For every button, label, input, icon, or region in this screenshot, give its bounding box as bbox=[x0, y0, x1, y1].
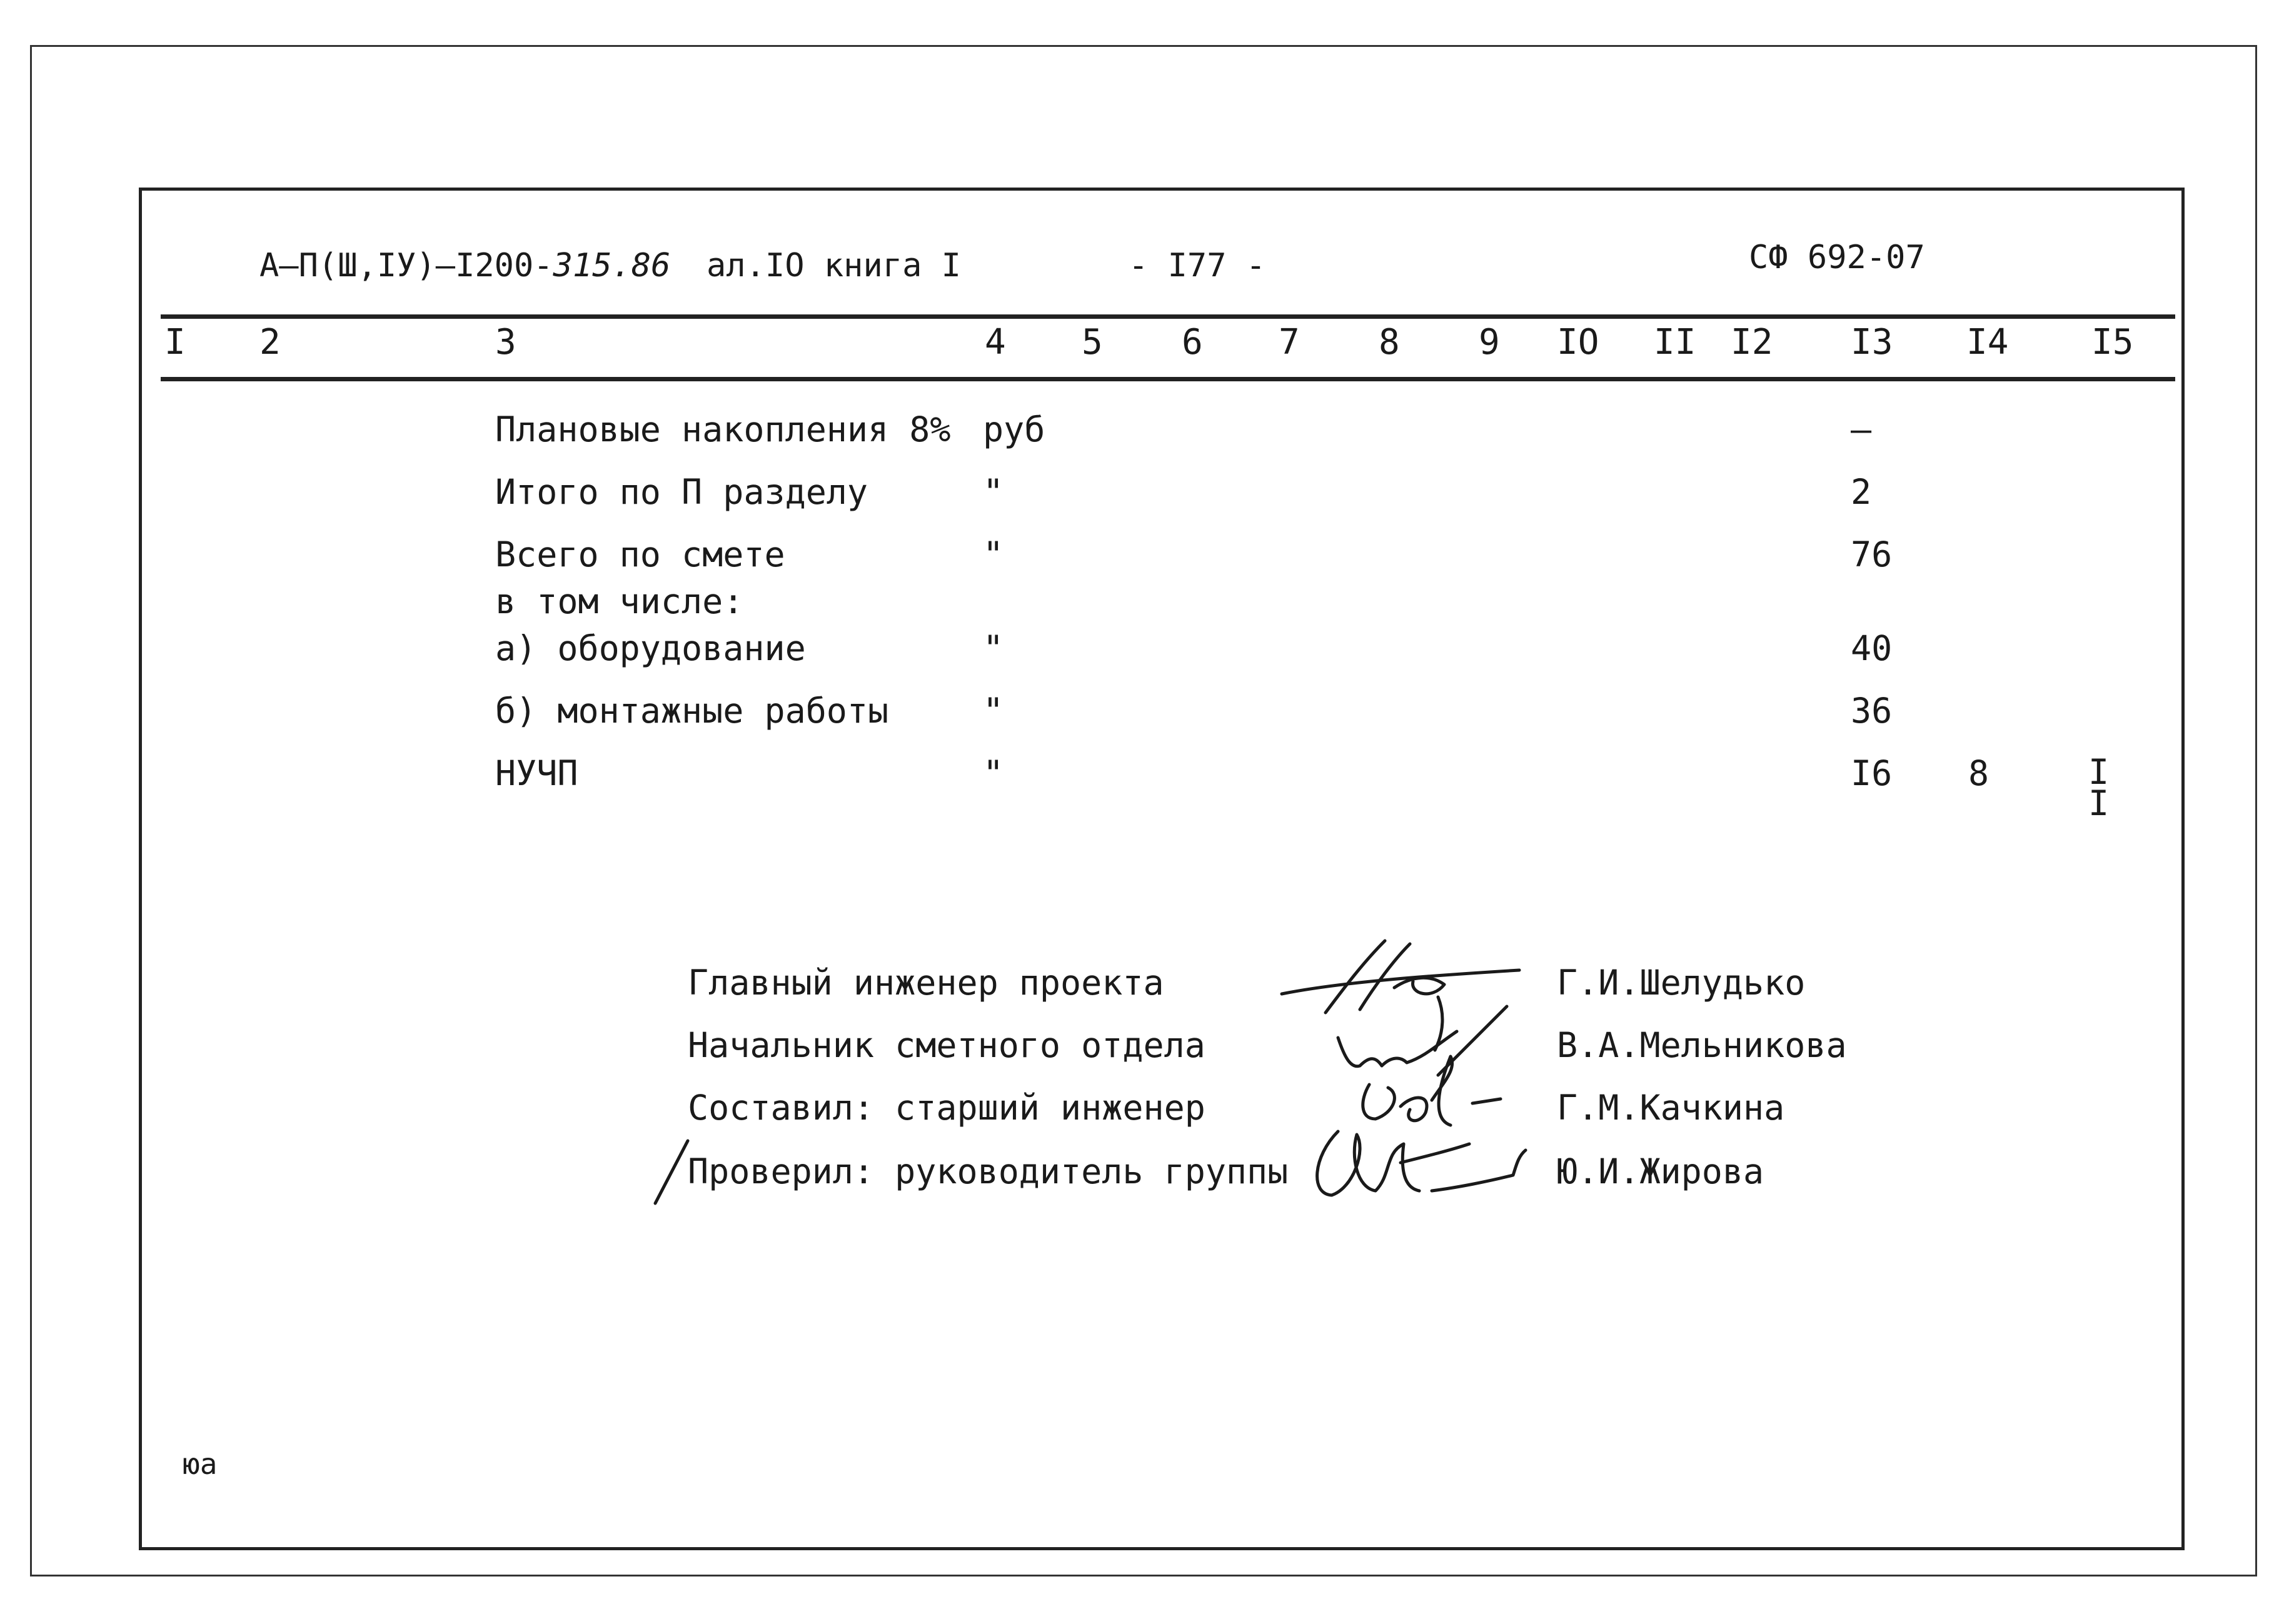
column-number: I5 bbox=[2091, 322, 2134, 363]
signature-role: Составил: старший инженер bbox=[688, 1088, 1205, 1128]
signature-3-stroke bbox=[1363, 1056, 1452, 1125]
row-name: Итого по П разделу bbox=[495, 472, 868, 512]
column-number: IO bbox=[1557, 322, 1599, 363]
sheet-code: СФ 692-07 bbox=[1749, 239, 1925, 276]
signature-1-stroke bbox=[1282, 970, 1519, 994]
row-name: НУЧП bbox=[495, 753, 578, 793]
signature-name: В.А.Мельникова bbox=[1557, 1025, 1847, 1065]
row-value-col15-top: I bbox=[2088, 752, 2110, 792]
column-number: I2 bbox=[1731, 322, 1773, 363]
column-number: I4 bbox=[1966, 322, 2009, 363]
column-number: 3 bbox=[495, 322, 516, 363]
signature-name: Ю.И.Жирова bbox=[1557, 1151, 1764, 1191]
column-number: I3 bbox=[1851, 322, 1893, 363]
column-number: 9 bbox=[1479, 322, 1500, 363]
row-name: Плановые накопления 8% bbox=[495, 409, 951, 449]
column-number: I bbox=[164, 322, 186, 363]
row-unit: " bbox=[983, 628, 1004, 668]
column-number: 2 bbox=[259, 322, 281, 363]
row-value-col13: 2 bbox=[1851, 472, 1872, 512]
signature-role: Главный инженер проекта bbox=[688, 963, 1164, 1003]
row-value-col13: – bbox=[1851, 409, 1872, 449]
signature-4-stroke bbox=[1317, 1131, 1469, 1195]
row-value-col13: I6 bbox=[1851, 753, 1893, 793]
check-slash-mark bbox=[655, 1141, 688, 1203]
column-number: II bbox=[1654, 322, 1696, 363]
row-value-col13: 40 bbox=[1851, 628, 1893, 668]
signature-1-loops bbox=[1326, 941, 1444, 1013]
row-unit: руб bbox=[983, 409, 1045, 449]
page-number: - I77 - bbox=[1129, 247, 1266, 284]
row-value-col13: 76 bbox=[1851, 534, 1893, 574]
row-unit: " bbox=[983, 691, 1004, 731]
column-number: 7 bbox=[1279, 322, 1300, 363]
signature-role: Начальник сметного отдела bbox=[688, 1025, 1205, 1065]
row-name: в том числе: bbox=[495, 581, 744, 621]
signature-name: Г.И.Шелудько bbox=[1557, 963, 1806, 1003]
column-number: 5 bbox=[1082, 322, 1103, 363]
row-name: а) оборудование bbox=[495, 628, 806, 668]
row-unit: " bbox=[983, 753, 1004, 793]
album-reference: ал.IO книга I bbox=[707, 247, 961, 284]
signature-role: Проверил: руководитель группы bbox=[688, 1151, 1289, 1191]
row-value-col15-bottom: I bbox=[2088, 783, 2110, 823]
column-number: 6 bbox=[1182, 322, 1203, 363]
row-value-col13: 36 bbox=[1851, 691, 1893, 731]
row-name: Всего по смете bbox=[495, 534, 785, 574]
signature-name: Г.М.Качкина bbox=[1557, 1088, 1785, 1128]
column-number: 4 bbox=[985, 322, 1006, 363]
row-unit: " bbox=[983, 534, 1004, 574]
corner-mark: юа bbox=[183, 1447, 218, 1481]
row-unit: " bbox=[983, 472, 1004, 512]
document-code: А–П(Ш,IУ)–I200-315.86 bbox=[259, 247, 671, 284]
row-name: б) монтажные работы bbox=[495, 691, 889, 731]
row-value-col14: 8 bbox=[1968, 753, 1990, 793]
column-number: 8 bbox=[1379, 322, 1400, 363]
